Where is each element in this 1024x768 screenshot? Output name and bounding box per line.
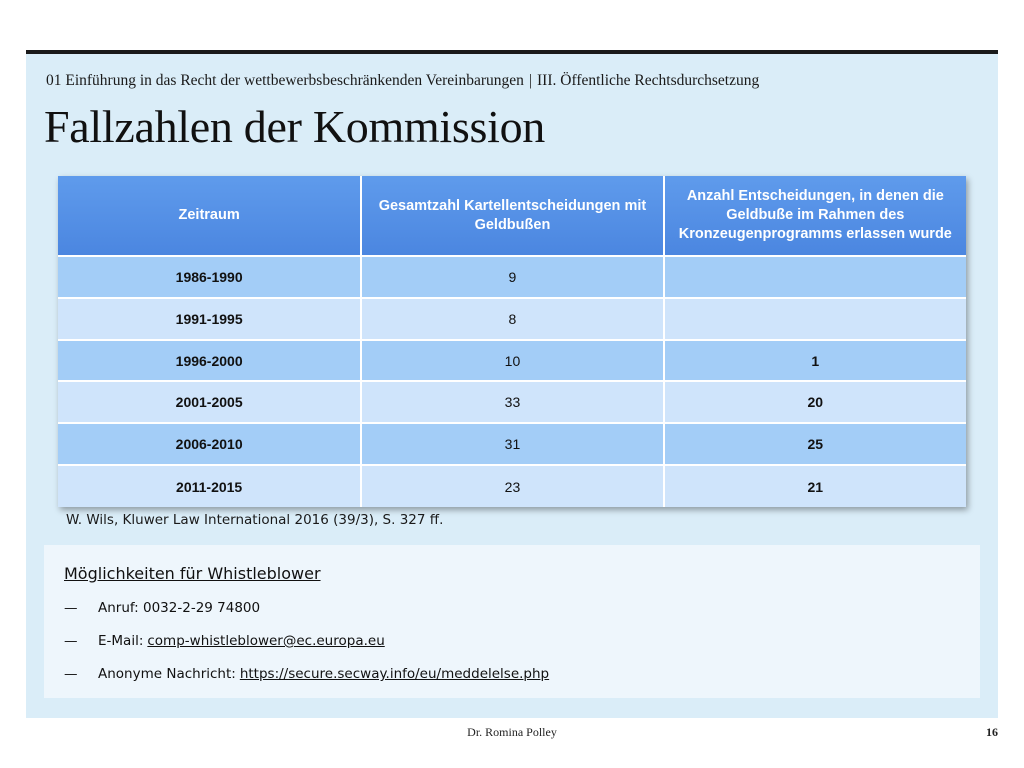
- dash-bullet: —: [64, 633, 78, 649]
- anon-message-link[interactable]: https://secure.secway.info/eu/meddelelse.php: [239, 666, 550, 682]
- page-title: Fallzahlen der Kommission: [44, 101, 545, 152]
- email-label: E-Mail:: [98, 633, 144, 649]
- cell-period: 1991-1995: [58, 298, 361, 340]
- breadcrumb: [46, 72, 759, 90]
- page-number: 16: [986, 725, 998, 739]
- cell-period: 2011-2015: [58, 465, 361, 507]
- table-row: [58, 298, 966, 340]
- anon-label: Anonyme Nachricht:: [98, 666, 236, 682]
- whistleblower-box: [44, 545, 980, 698]
- list-item: [64, 666, 549, 682]
- header-period: Zeitraum: [58, 176, 361, 256]
- whistleblower-heading: Möglichkeiten für Whistleblower: [64, 564, 321, 583]
- dash-bullet: —: [64, 666, 78, 682]
- source-citation: W. Wils, Kluwer Law International 2016 (39/3), S. 327 ff.: [66, 512, 444, 528]
- cell-leniency: 1: [664, 340, 966, 382]
- header-leniency-decisions: Anzahl Entscheidungen, in denen die Geldbuße im Rahmen des Kronzeugenprogramms erlassen wurde: [664, 176, 966, 256]
- cell-period: 2006-2010: [58, 423, 361, 465]
- cell-leniency: 21: [664, 465, 966, 507]
- table-row: [58, 465, 966, 507]
- cell-total: 9: [361, 256, 663, 298]
- phone-text: Anruf: 0032-2-29 74800: [98, 600, 261, 616]
- breadcrumb-chapter: 01 Einführung in das Recht der wettbewerbsbeschränkenden Vereinbarungen: [46, 72, 524, 89]
- footer-author: Dr. Romina Polley: [467, 725, 557, 739]
- cell-total: 10: [361, 340, 663, 382]
- cell-leniency: 20: [664, 381, 966, 423]
- email-link[interactable]: comp-whistleblower@ec.europa.eu: [147, 633, 385, 649]
- breadcrumb-separator: |: [528, 72, 533, 89]
- cell-leniency: [664, 256, 966, 298]
- case-numbers-table: [58, 176, 966, 507]
- table-row: [58, 256, 966, 298]
- cell-leniency: 25: [664, 423, 966, 465]
- table-row: [58, 381, 966, 423]
- table-header-row: [58, 176, 966, 256]
- header-total-decisions: Gesamtzahl Kartellentscheidungen mit Geldbußen: [361, 176, 663, 256]
- breadcrumb-section: III. Öffentliche Rechtsdurchsetzung: [537, 72, 760, 89]
- table-row: [58, 340, 966, 382]
- cell-period: 2001-2005: [58, 381, 361, 423]
- list-item: [64, 633, 385, 649]
- cell-leniency: [664, 298, 966, 340]
- table-row: [58, 423, 966, 465]
- cell-total: 33: [361, 381, 663, 423]
- cell-period: 1996-2000: [58, 340, 361, 382]
- cell-total: 8: [361, 298, 663, 340]
- cell-period: 1986-1990: [58, 256, 361, 298]
- list-item: [64, 600, 260, 616]
- dash-bullet: —: [64, 600, 78, 616]
- cell-total: 23: [361, 465, 663, 507]
- cell-total: 31: [361, 423, 663, 465]
